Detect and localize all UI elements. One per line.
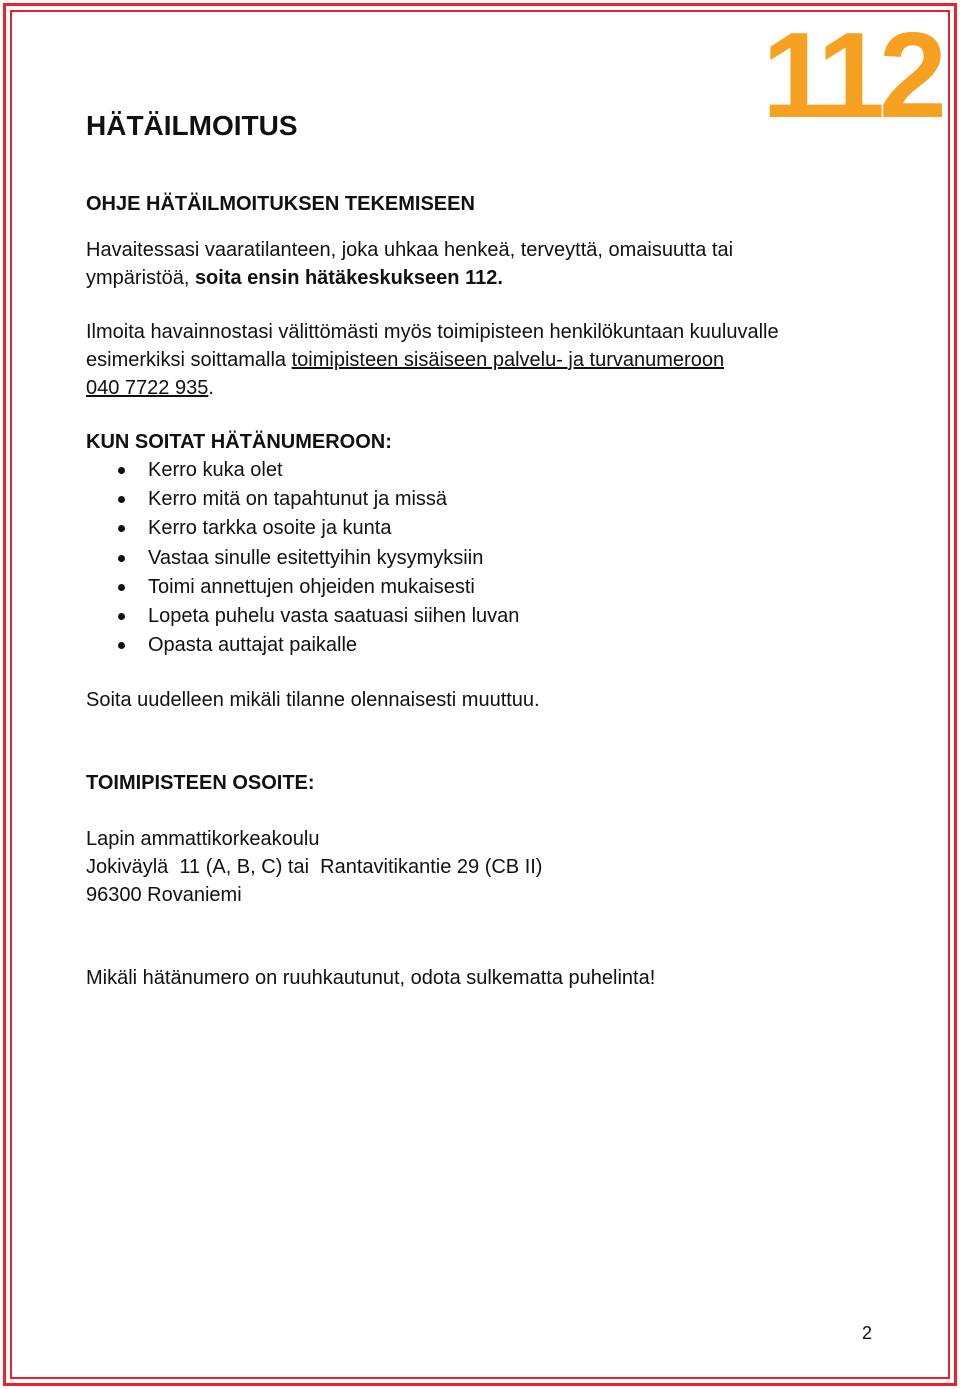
call-instructions-list [86,456,519,660]
bullet-icon [118,467,125,474]
list-item: Opasta auttajat paikalle [86,631,519,660]
bullet-icon [118,642,125,649]
page-title: HÄTÄILMOITUS [86,110,298,141]
emergency-112-logo: 112 [762,7,941,143]
bullet-icon [118,613,125,620]
list-item: Lopeta puhelu vasta saatuasi siihen luvan [86,602,519,631]
internal-security-number-link[interactable]: toimipisteen sisäiseen palvelu- ja turvanumeroon [291,349,725,371]
congested-line-note: Mikäli hätänumero on ruuhkautunut, odota sulkematta puhelinta! [86,967,656,989]
list-item: Kerro mitä on tapahtunut ja missä [86,485,519,514]
call-instructions-heading: KUN SOITAT HÄTÄNUMEROON: [86,431,392,453]
address-heading: TOIMIPISTEEN OSOITE: [86,772,315,794]
bullet-icon [118,584,125,591]
instructions-heading: OHJE HÄTÄILMOITUKSEN TEKEMISEEN [86,193,475,215]
instructions-paragraph-2 [86,318,886,402]
paragraph-1-line-2-plain: ympäristöä, [86,267,195,289]
bullet-icon [118,525,125,532]
security-phone-number-link[interactable]: 040 7722 935 [86,377,209,399]
bullet-icon [118,496,125,503]
list-item: Toimi annettujen ohjeiden mukaisesti [86,573,519,602]
paragraph-2-end: . [208,377,214,399]
call-112-emphasis: soita ensin hätäkeskukseen 112. [194,267,503,289]
list-item: Kerro kuka olet [86,456,519,485]
list-item: Kerro tarkka osoite ja kunta [86,514,519,543]
page-number: 2 [862,1323,873,1343]
address-organization: Lapin ammattikorkeakoulu [86,828,320,850]
address-block [86,825,886,909]
paragraph-2-line-2-plain: esimerkiksi soittamalla [86,349,292,371]
address-city: 96300 Rovaniemi [86,884,242,906]
call-again-note: Soita uudelleen mikäli tilanne olennaisesti muuttuu. [86,689,540,711]
paragraph-1-line-1: Havaitessasi vaaratilanteen, joka uhkaa henkeä, terveyttä, omaisuutta tai [86,239,734,261]
bullet-icon [118,555,125,562]
instructions-paragraph-1 [86,236,886,292]
list-item: Vastaa sinulle esitettyihin kysymyksiin [86,544,519,573]
paragraph-2-line-1: Ilmoita havainnostasi välittömästi myös toimipisteen henkilökuntaan kuuluvalle [86,321,779,343]
address-street: Jokiväylä 11 (A, B, C) tai Rantavitikantie 29 (CB II) [86,856,543,878]
